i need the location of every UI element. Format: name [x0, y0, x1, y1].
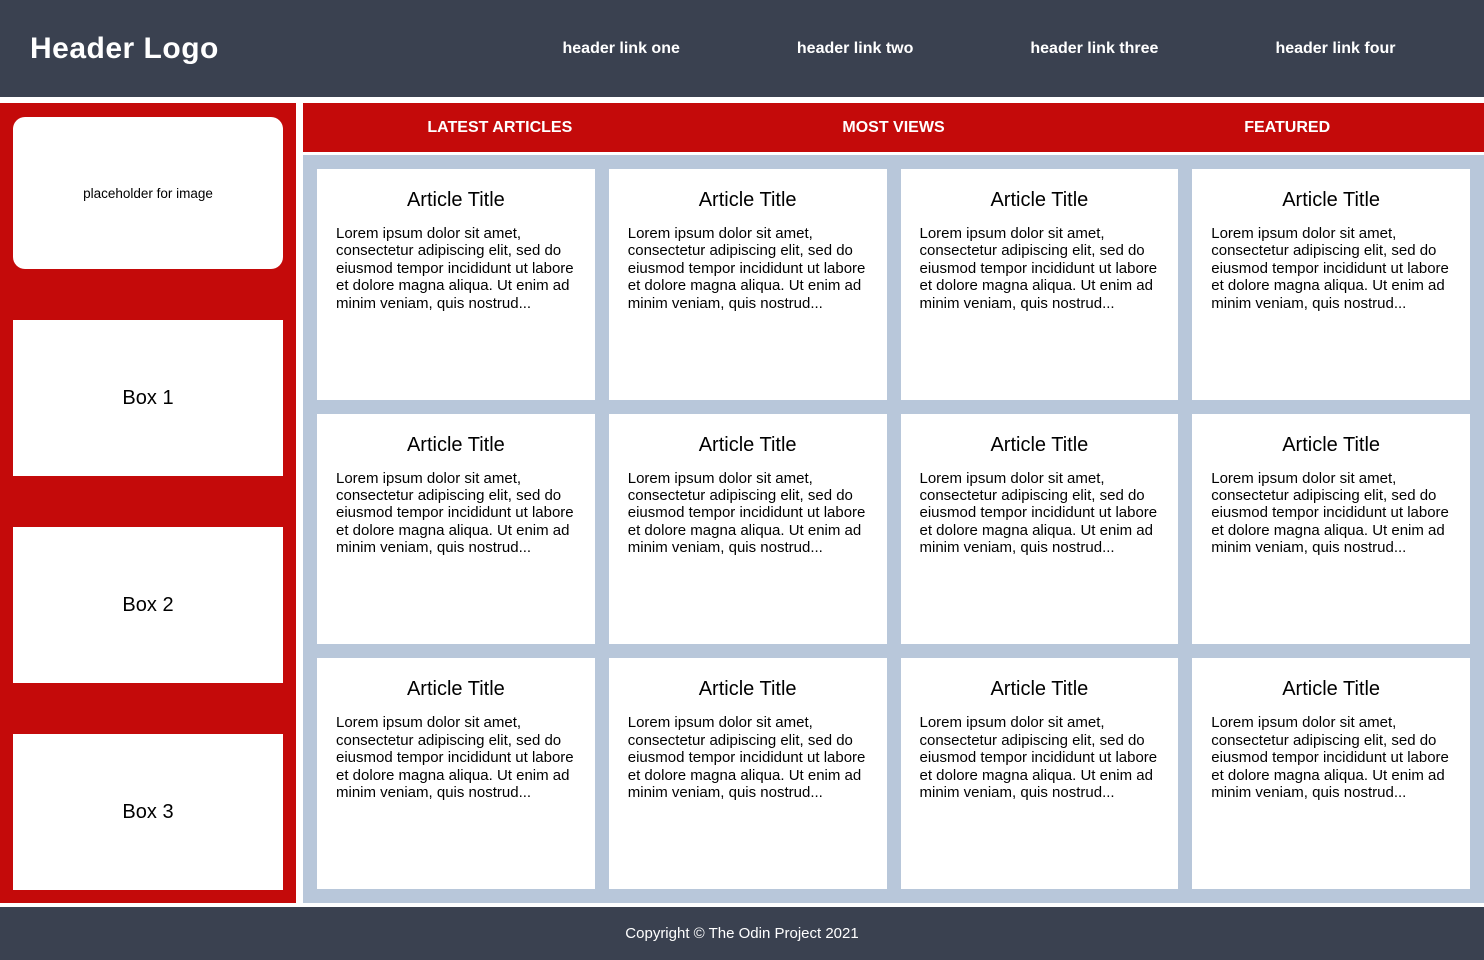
- article-title: Article Title: [698, 189, 797, 211]
- article-title: Article Title: [406, 678, 505, 701]
- sidebar-box-3-label: Box 3: [122, 800, 174, 823]
- article-body: Lorem ipsum dolor sit amet, consectetur adipiscing elit, sed do eiusmod tempor incididunt ut labore et dolore magna aliqua. Ut enim ad minim veniam, quis nostrud...: [919, 714, 1158, 801]
- footer: [0, 907, 1484, 960]
- article-body: Lorem ipsum dolor sit amet, consectetur adipiscing elit, sed do eiusmod tempor incididunt ut labore et dolore magna aliqua. Ut enim ad minim veniam, quis nostrud...: [1211, 225, 1449, 312]
- article-body: Lorem ipsum dolor sit amet, consectetur adipiscing elit, sed do eiusmod tempor incididunt ut labore et dolore magna aliqua. Ut enim ad minim veniam, quis nostrud...: [627, 225, 866, 312]
- article-card: [901, 414, 1179, 645]
- article-card: [1192, 169, 1470, 400]
- sidebar-box-1-label: Box 1: [122, 386, 174, 409]
- sidebar-box-2: [13, 527, 283, 683]
- article-card: [609, 414, 887, 645]
- article-title: Article Title: [406, 433, 505, 456]
- sidebar: [0, 103, 296, 903]
- article-card: [317, 658, 595, 889]
- article-card: [901, 169, 1179, 400]
- article-title: Article Title: [1282, 433, 1381, 456]
- article-body: Lorem ipsum dolor sit amet, consectetur adipiscing elit, sed do eiusmod tempor incididunt ut labore et dolore magna aliqua. Ut enim ad minim veniam, quis nostrud...: [627, 469, 866, 557]
- article-card: [317, 414, 595, 645]
- sidebar-box-3: [13, 734, 283, 890]
- header: [0, 0, 1484, 97]
- article-title: Article Title: [990, 189, 1089, 211]
- article-card: [1192, 414, 1470, 645]
- article-card: [901, 658, 1179, 889]
- article-title: Article Title: [1282, 678, 1381, 701]
- article-title: Article Title: [990, 678, 1089, 701]
- article-title: Article Title: [698, 678, 797, 701]
- article-title: Article Title: [406, 189, 505, 211]
- header-link-two[interactable]: header link two: [796, 39, 914, 57]
- articles-grid: [303, 155, 1484, 903]
- article-body: Lorem ipsum dolor sit amet, consectetur adipiscing elit, sed do eiusmod tempor incididunt ut labore et dolore magna aliqua. Ut enim ad minim veniam, quis nostrud...: [919, 469, 1158, 557]
- article-card: [609, 169, 887, 400]
- article-body: Lorem ipsum dolor sit amet, consectetur adipiscing elit, sed do eiusmod tempor incididunt ut labore et dolore magna aliqua. Ut enim ad minim veniam, quis nostrud...: [336, 469, 574, 557]
- image-placeholder-label: placeholder for image: [83, 185, 213, 201]
- article-title: Article Title: [990, 433, 1089, 456]
- article-title: Article Title: [698, 433, 797, 456]
- header-logo: Header Logo: [30, 31, 219, 65]
- footer-copyright: Copyright © The Odin Project 2021: [625, 925, 859, 942]
- article-body: Lorem ipsum dolor sit amet, consectetur adipiscing elit, sed do eiusmod tempor incididunt ut labore et dolore magna aliqua. Ut enim ad minim veniam, quis nostrud...: [919, 225, 1158, 312]
- content-tabbar: [303, 103, 1484, 152]
- header-link-one[interactable]: header link one: [562, 39, 680, 57]
- article-body: Lorem ipsum dolor sit amet, consectetur adipiscing elit, sed do eiusmod tempor incididunt ut labore et dolore magna aliqua. Ut enim ad minim veniam, quis nostrud...: [627, 714, 866, 801]
- article-body: Lorem ipsum dolor sit amet, consectetur adipiscing elit, sed do eiusmod tempor incididunt ut labore et dolore magna aliqua. Ut enim ad minim veniam, quis nostrud...: [336, 714, 574, 801]
- article-card: [317, 169, 595, 400]
- main-area: [303, 103, 1484, 903]
- article-body: Lorem ipsum dolor sit amet, consectetur adipiscing elit, sed do eiusmod tempor incididunt ut labore et dolore magna aliqua. Ut enim ad minim veniam, quis nostrud...: [1211, 469, 1449, 557]
- header-link-four[interactable]: header link four: [1275, 39, 1396, 57]
- tab-most-views[interactable]: MOST VIEWS: [842, 118, 945, 136]
- article-body: Lorem ipsum dolor sit amet, consectetur adipiscing elit, sed do eiusmod tempor incididunt ut labore et dolore magna aliqua. Ut enim ad minim veniam, quis nostrud...: [336, 225, 574, 312]
- content-row: [0, 103, 1484, 903]
- article-card: [1192, 658, 1470, 889]
- sidebar-box-1: [13, 320, 283, 476]
- image-placeholder: [13, 117, 283, 269]
- sidebar-box-2-label: Box 2: [122, 593, 174, 616]
- header-link-three[interactable]: header link three: [1030, 39, 1159, 57]
- header-nav: [504, 40, 1454, 58]
- article-title: Article Title: [1282, 189, 1381, 211]
- article-body: Lorem ipsum dolor sit amet, consectetur adipiscing elit, sed do eiusmod tempor incididunt ut labore et dolore magna aliqua. Ut enim ad minim veniam, quis nostrud...: [1211, 714, 1449, 801]
- tab-featured[interactable]: FEATURED: [1244, 118, 1331, 136]
- article-card: [609, 658, 887, 889]
- tab-latest-articles[interactable]: LATEST ARTICLES: [427, 118, 573, 136]
